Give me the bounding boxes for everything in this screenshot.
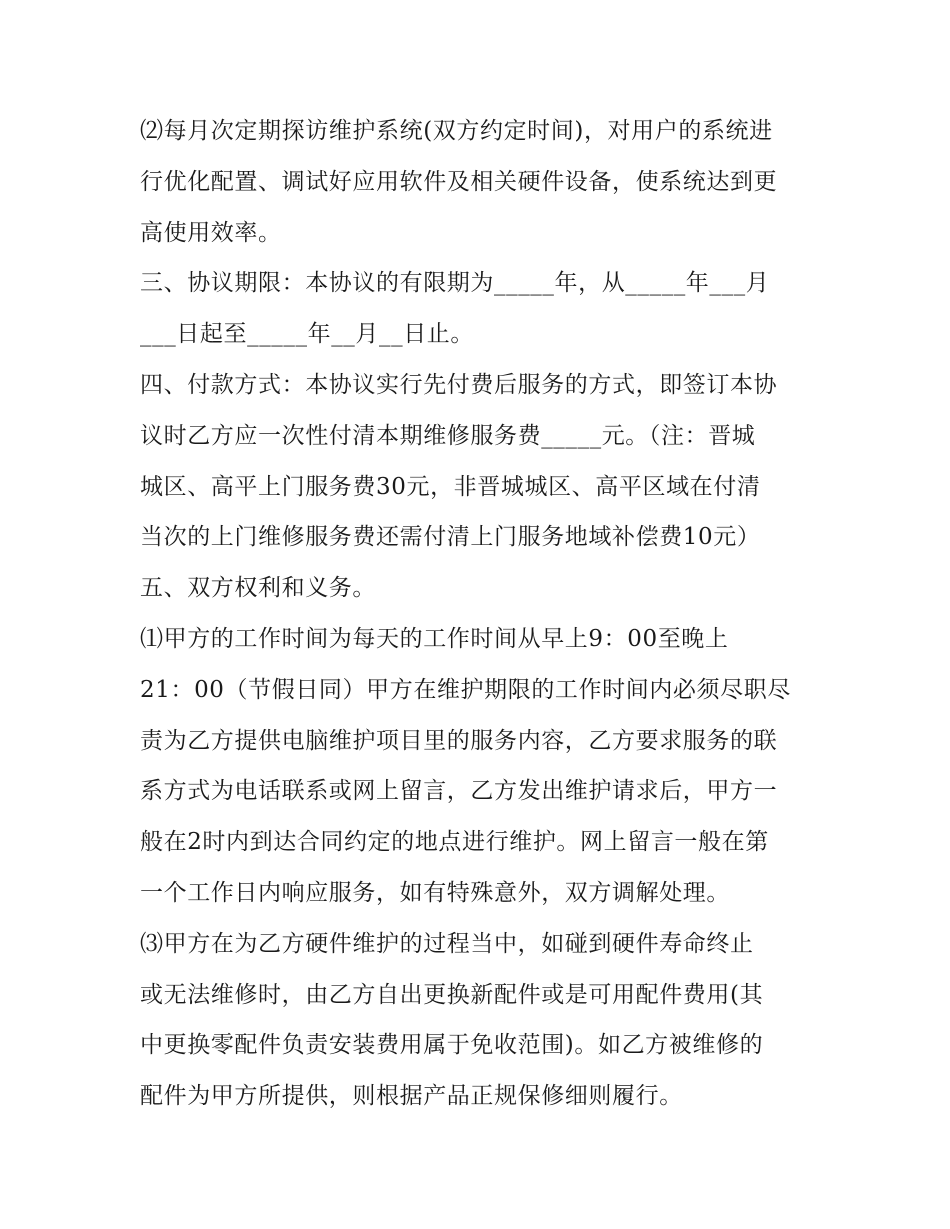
text-line: 行优化配置、调试好应用软件及相关硬件设备，使系统达到更 — [140, 168, 778, 195]
text-line: 系方式为电话联系或网上留言，乙方发出维护请求后，甲方一 — [140, 778, 778, 805]
text-line: ⑴甲方的工作时间为每天的工作时间从早上9：00至晚上 — [140, 625, 729, 652]
text-line: 城区、高平上门服务费30元，非晋城城区、高平区域在付清 — [140, 473, 761, 500]
text-line: 议时乙方应一次性付清本期维修服务费_____元。（注：晋城 — [140, 422, 756, 449]
text-line: ⑶甲方在为乙方硬件维护的过程当中，如碰到硬件寿命终止 — [140, 930, 754, 957]
text-line: ⑵每月次定期探访维护系统(双方约定时间)，对用户的系统进 — [140, 118, 773, 144]
text-line: 或无法维修时，由乙方自出更换新配件或是可用配件费用(其 — [140, 981, 764, 1008]
text-line: 一个工作日内响应服务，如有特殊意外，双方调解处理。 — [140, 879, 730, 906]
text-line: 配件为甲方所提供，则根据产品正规保修细则履行。 — [140, 1083, 683, 1110]
text-line: 当次的上门维修服务费还需付清上门服务地域补偿费10元） — [140, 524, 761, 551]
text-line: 高使用效率。 — [140, 219, 282, 246]
section-heading-term: 三、协议期限：本协议的有限期为_____年，从_____年___月 — [140, 270, 770, 297]
text-line: 般在2时内到达合同约定的地点进行维护。网上留言一般在第 — [140, 829, 769, 856]
section-heading-payment: 四、付款方式：本协议实行先付费后服务的方式，即签订本协 — [140, 371, 778, 398]
text-line: 21：00（节假日同）甲方在维护期限的工作时间内必须尽职尽 — [140, 676, 791, 703]
section-heading-rights: 五、双方权利和义务。 — [140, 575, 376, 602]
text-line: 责为乙方提供电脑维护项目里的服务内容，乙方要求服务的联 — [140, 727, 778, 754]
text-line: 中更换零配件负责安装费用属于免收范围)。如乙方被维修的 — [140, 1032, 764, 1059]
text-line: ___日起至_____年__月__日止。 — [140, 321, 474, 348]
document-body — [140, 106, 812, 1122]
